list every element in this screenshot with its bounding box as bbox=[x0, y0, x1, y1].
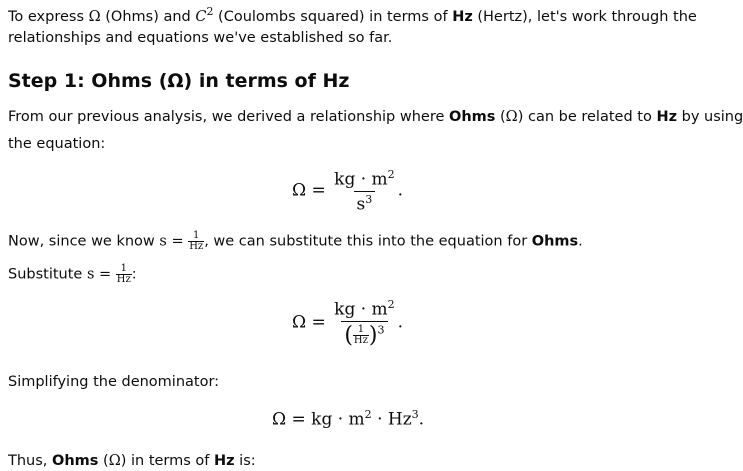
intro-paragraph-line2: relationships and equations we've established so far. bbox=[8, 30, 393, 46]
intro-paragraph: To express Ω (Ohms) and $C^2$ (Coulombs squared) in terms of Hz (Hertz), let's work through the bbox=[8, 5, 697, 25]
substituted-equation: Ω = kg · $m^2$ ( $\frac{1}{Hz}$ )$^3$ . bbox=[292, 298, 404, 348]
simplify-label: Simplifying the denominator: bbox=[8, 374, 220, 390]
omega-symbol: Ω bbox=[88, 8, 101, 25]
substituted-fraction: kg · $m^2$ ( $\frac{1}{Hz}$ )$^3$ bbox=[334, 298, 395, 348]
coulomb-symbol: C bbox=[195, 8, 207, 25]
step1-heading: Step 1: Ohms (Ω) in terms of Hz bbox=[8, 70, 350, 92]
inverse-hz-fraction: $\frac{1}{Hz}$ bbox=[116, 263, 131, 285]
conclusion-paragraph: Thus, Ohms (Ω) in terms of Hz is: bbox=[8, 453, 256, 469]
substitution-paragraph: Now, since we know s = $\frac{1}{Hz}$ , we can substitute this into the equation for Ohms. bbox=[8, 230, 583, 252]
ohms-fraction: $\frac{kg \cdot m^2}{s^3}$ bbox=[334, 168, 395, 215]
substitute-label: Substitute s = $\frac{1}{Hz}$ : bbox=[8, 263, 137, 285]
simplified-equation: Ω = kg · $m^2 \cdot Hz^3$. bbox=[272, 408, 425, 430]
derivation-paragraph: From our previous analysis, we derived a relationship where Ohms (Ω) can be related to Hz by using bbox=[8, 109, 743, 125]
ohms-equation: Ω = $\frac{kg \cdot m^2}{s^3}$ . bbox=[292, 168, 404, 215]
inverse-hz-fraction: $\frac{1}{Hz}$ bbox=[189, 230, 204, 252]
derivation-paragraph-line2: the equation: bbox=[8, 136, 106, 152]
